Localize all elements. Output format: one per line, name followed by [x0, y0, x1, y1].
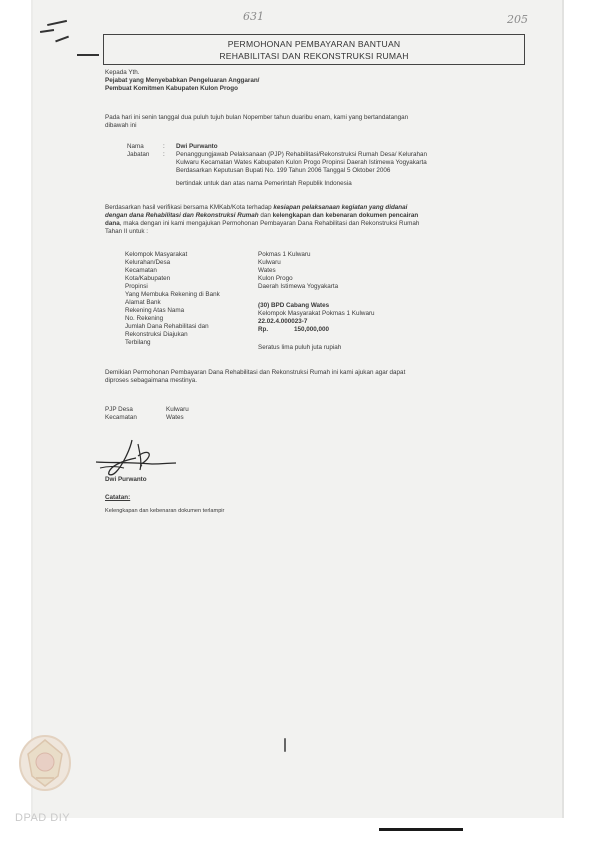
verification-line-1: Berdasarkan hasil verifikasi bersama KMKab/Kota terhadap kesiapan pelaksanaan kegiatan yang didanai [105, 204, 408, 211]
handwritten-tick [284, 738, 286, 752]
margin-mark [77, 54, 99, 56]
detail-value-account: 22.02.4.000023-7 [258, 318, 308, 325]
detail-value: Daerah Istimewa Yogyakarta [258, 283, 339, 290]
jabatan-line-2: Kulwaru Kecamatan Wates Kabupaten Kulon Progo Propinsi Daerah Istimewa Yogyakarta [176, 159, 427, 166]
archive-watermark-text: DPAD DIY [15, 812, 71, 824]
archive-number-right: 205 [507, 13, 528, 26]
detail-label: Rekonstruksi Diajukan [125, 331, 188, 338]
detail-label: Alamat Bank [125, 299, 161, 306]
detail-label: Kelompok Masyarakat [125, 251, 188, 258]
archive-seal-watermark [16, 730, 74, 792]
addressee-line-2: Pembuat Komitmen Kabupaten Kulon Progo [105, 85, 238, 92]
note-label: Catatan: [105, 494, 131, 501]
jabatan-line-1: Penanggungjawab Pelaksanaan (PJP) Rehabilitasi/Rekonstruksi Rumah Desa/ Kelurahan [176, 151, 427, 158]
currency-label: Rp. [258, 326, 269, 333]
document-title-box [103, 34, 525, 65]
acting-on-behalf: bertindak untuk dan atas nama Pemerintah Republik Indonesia [176, 180, 352, 187]
signer-name: Dwi Purwanto [105, 476, 147, 483]
closing-line-1: Demikian Permohonan Pembayaran Dana Rehabilitasi dan Rekonstruksi Rumah ini kami ajukan agar dapat [105, 369, 406, 376]
detail-label: Rekening Atas Nama [125, 307, 185, 314]
detail-label: Kota/Kabupaten [125, 275, 171, 282]
detail-label: Yang Membuka Rekening di Bank [125, 291, 220, 298]
detail-label: No. Rekening [125, 315, 164, 322]
archive-number-left: 631 [243, 10, 264, 23]
jabatan-line-3: Berdasarkan Keputusan Bupati No. 199 Tahun 2006 Tanggal 5 Oktober 2006 [176, 167, 391, 174]
nama-label: Nama [127, 143, 144, 150]
opening-line-1: Pada hari ini senin tanggal dua puluh tujuh bulan Nopember tahun duaribu enam, kami yang bertandatangan [105, 114, 409, 121]
detail-label: Terbilang [125, 339, 151, 346]
detail-value: Kulwaru [258, 259, 281, 266]
detail-label: Kecamatan [125, 267, 157, 274]
note-text: Kelengkapan dan kebenaran dokumen terlampir [105, 508, 225, 514]
detail-value-bank: (30) BPD Cabang Wates [258, 302, 330, 309]
handwritten-signature [92, 436, 182, 480]
addressee-line-1: Pejabat yang Menyebabkan Pengeluaran Anggaran/ [105, 77, 260, 84]
detail-value-terbilang: Seratus lima puluh juta rupiah [258, 344, 342, 351]
pjp-desa-label: PJP Desa [105, 406, 133, 413]
verification-line-2: dengan dana Rehabilitasi dan Rekonstruksi Rumah dan kelengkapan dan kebenaran dokumen pencairan [105, 212, 419, 219]
detail-value: Kelompok Masyarakat Pokmas 1 Kulwaru [258, 310, 375, 317]
detail-value: Kulon Progo [258, 275, 293, 282]
title-line-1: PERMOHONAN PEMBAYARAN BANTUAN [227, 39, 401, 49]
opening-line-2: dibawah ini [105, 122, 137, 129]
verification-line-4: Tahan II untuk : [105, 228, 149, 235]
detail-value-amount: 150,000,000 [294, 326, 330, 333]
desa-value: Kulwaru [166, 406, 189, 413]
bottom-mark [379, 828, 463, 831]
kecamatan-label: Kecamatan [105, 414, 137, 421]
kecamatan-value: Wates [166, 414, 184, 421]
closing-line-2: diproses sebagaimana mestinya. [105, 377, 198, 384]
addressee-kepada: Kepada Yth. [105, 69, 140, 76]
detail-label: Jumlah Dana Rehabilitasi dan [125, 323, 209, 330]
jabatan-label: Jabatan [127, 151, 150, 158]
detail-label: Kelurahan/Desa [125, 259, 171, 266]
detail-value: Pokmas 1 Kulwaru [258, 251, 311, 258]
verification-line-3: dana, maka dengan ini kami mengajukan Permohonan Pembayaran Dana Rehabilitasi dan Rekonstruksi Rumah [105, 220, 420, 227]
nama-value: Dwi Purwanto [176, 143, 218, 150]
detail-label: Propinsi [125, 283, 148, 290]
title-line-2: REHABILITASI DAN REKONSTRUKSI RUMAH [219, 51, 409, 61]
detail-value: Wates [258, 267, 276, 274]
